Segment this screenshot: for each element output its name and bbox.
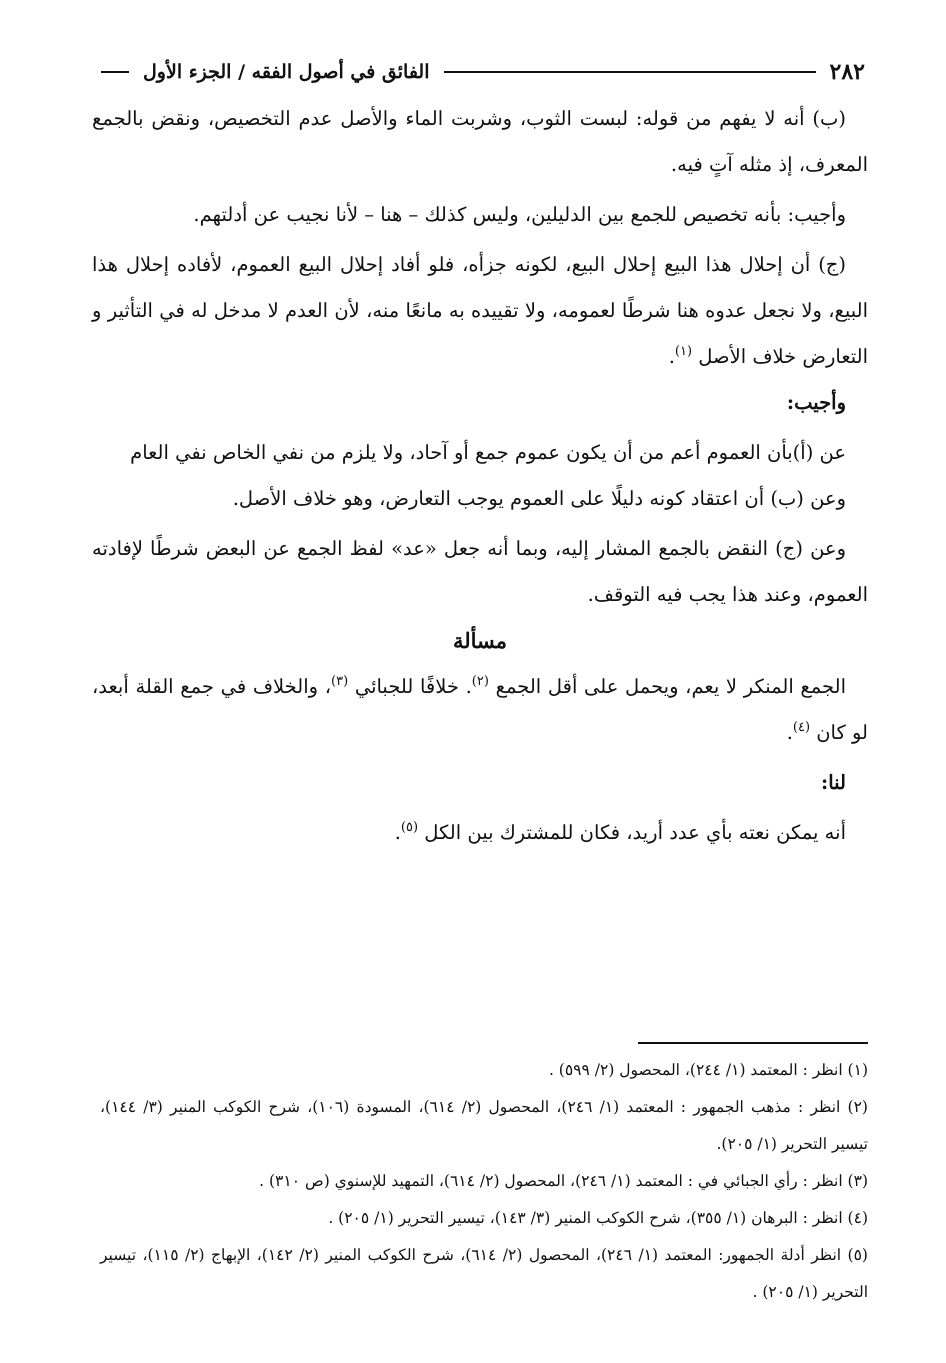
argument-label: لنا:: [821, 771, 846, 794]
running-title: الفائق في أصول الفقه / الجزء الأول: [143, 61, 430, 83]
answer-label: وأجيب:: [786, 391, 846, 414]
footnotes: [100, 1052, 868, 1311]
footnote-ref-4[interactable]: (٤): [792, 720, 811, 735]
header-rule-right: [444, 71, 816, 73]
footnote-3: (٣) انظر : رأي الجبائي في : المعتمد (١/ ٢٤٦)، المحصول (٢/ ٦١٤)، التمهيد للإسنوي (ص ٣١٠) .: [259, 1172, 868, 1190]
footnote-ref-2[interactable]: (٢): [471, 674, 489, 689]
footnote-ref-3[interactable]: (٣): [331, 674, 349, 689]
footnote-2: (٢) انظر : مذهب الجمهور : المعتمد (١/ ٢٤٦)، المحصول (٢/ ٦١٤)، المسودة (١٠٦)، شرح الكوكب المنير (٣/ ١٤٤)، تيسير التحرير (١/ ٢٠٥).: [100, 1098, 868, 1153]
footnote-separator: [638, 1042, 868, 1044]
page-number: ٢٨٢: [829, 59, 865, 85]
footnote-ref-5[interactable]: (٥): [400, 820, 419, 835]
footnote-5: (٥) انظر أدلة الجمهور: المعتمد (١/ ٢٤٦)، المحصول (٢/ ٦١٤)، شرح الكوكب المنير (٢/ ١٤٢)، الإبهاج (٢/ ١١٥)، تيسير التحرير (١/ ٢٠٥) .: [100, 1246, 868, 1301]
paragraph-issue: الجمع المنكر لا يعم، ويحمل على أقل الجمع $^{(٢)}$. خلافًا للجبائي $^{(٣)}$، والخلاف في جمع القلة أبعد، لو كان $^{(٤)}$.: [92, 674, 868, 744]
paragraph-answer-1: وأجيب: بأنه تخصيص للجمع بين الدليلين، وليس كذلك – هنا – لأنا نجيب عن أدلتهم.: [193, 203, 846, 226]
answer-b: وعن (ب) أن اعتقاد كونه دليلًا على العموم يوجب التعارض، وهو خلاف الأصل.: [232, 487, 846, 510]
section-heading: مسألة: [452, 628, 508, 653]
paragraph-b: (ب) أنه لا يفهم من قوله: لبست الثوب، وشربت الماء والأصل عدم التخصيص، ونقض بالجمع المعرف، إذ مثله آتٍ فيه.: [92, 107, 868, 176]
argument-text: أنه يمكن نعته بأي عدد أريد، فكان للمشترك بين الكل $^{(٥)}$.: [394, 820, 846, 844]
paragraph-c-text: (ج) أن إحلال هذا البيع إحلال البيع، لكونه جزأه، فلو أفاد إحلال البيع العموم، لأفاده إحلال هذا البيع، ولا نجعل عدوه هنا شرطًا لعمومه، ولا تقييده به مانعًا منه، لأن العدم لا مدخل له في التأثير و التعارض خلاف الأصل: [92, 253, 868, 368]
header-rule-left: [101, 71, 129, 73]
footnote-4: (٤) انظر : البرهان (١/ ٣٥٥)، شرح الكوكب المنير (٣/ ١٤٣)، تيسير التحرير (١/ ٢٠٥) .: [328, 1209, 868, 1227]
footnote-ref-1[interactable]: (١): [674, 344, 693, 359]
answer-a: عن (أ)بأن العموم أعم من أن يكون عموم جمع أو آحاد، ولا يلزم من نفي الخاص نفي العام: [130, 441, 846, 464]
main-text: [92, 96, 868, 856]
answer-c: وعن (ج) النقض بالجمع المشار إليه، وبما أنه جعل «عد» لفظ الجمع عن البعض شرطًا لإفادته العموم، وعند هذا يجب فيه التوقف.: [92, 537, 868, 606]
page-header: [95, 52, 865, 92]
paragraph-c: (ج) أن إحلال هذا البيع إحلال البيع، لكونه جزأه، فلو أفاد إحلال البيع العموم، لأفاده إحلال هذا البيع، ولا نجعل عدوه هنا شرطًا لعمومه، ولا تقييده به مانعًا منه، لأن العدم لا مدخل له في التأثير و التعارض خلاف الأصل $^{(١)}$.: [92, 253, 868, 368]
footnote-1: (١) انظر : المعتمد (١/ ٢٤٤)، المحصول (٢/ ٥٩٩) .: [548, 1061, 868, 1079]
